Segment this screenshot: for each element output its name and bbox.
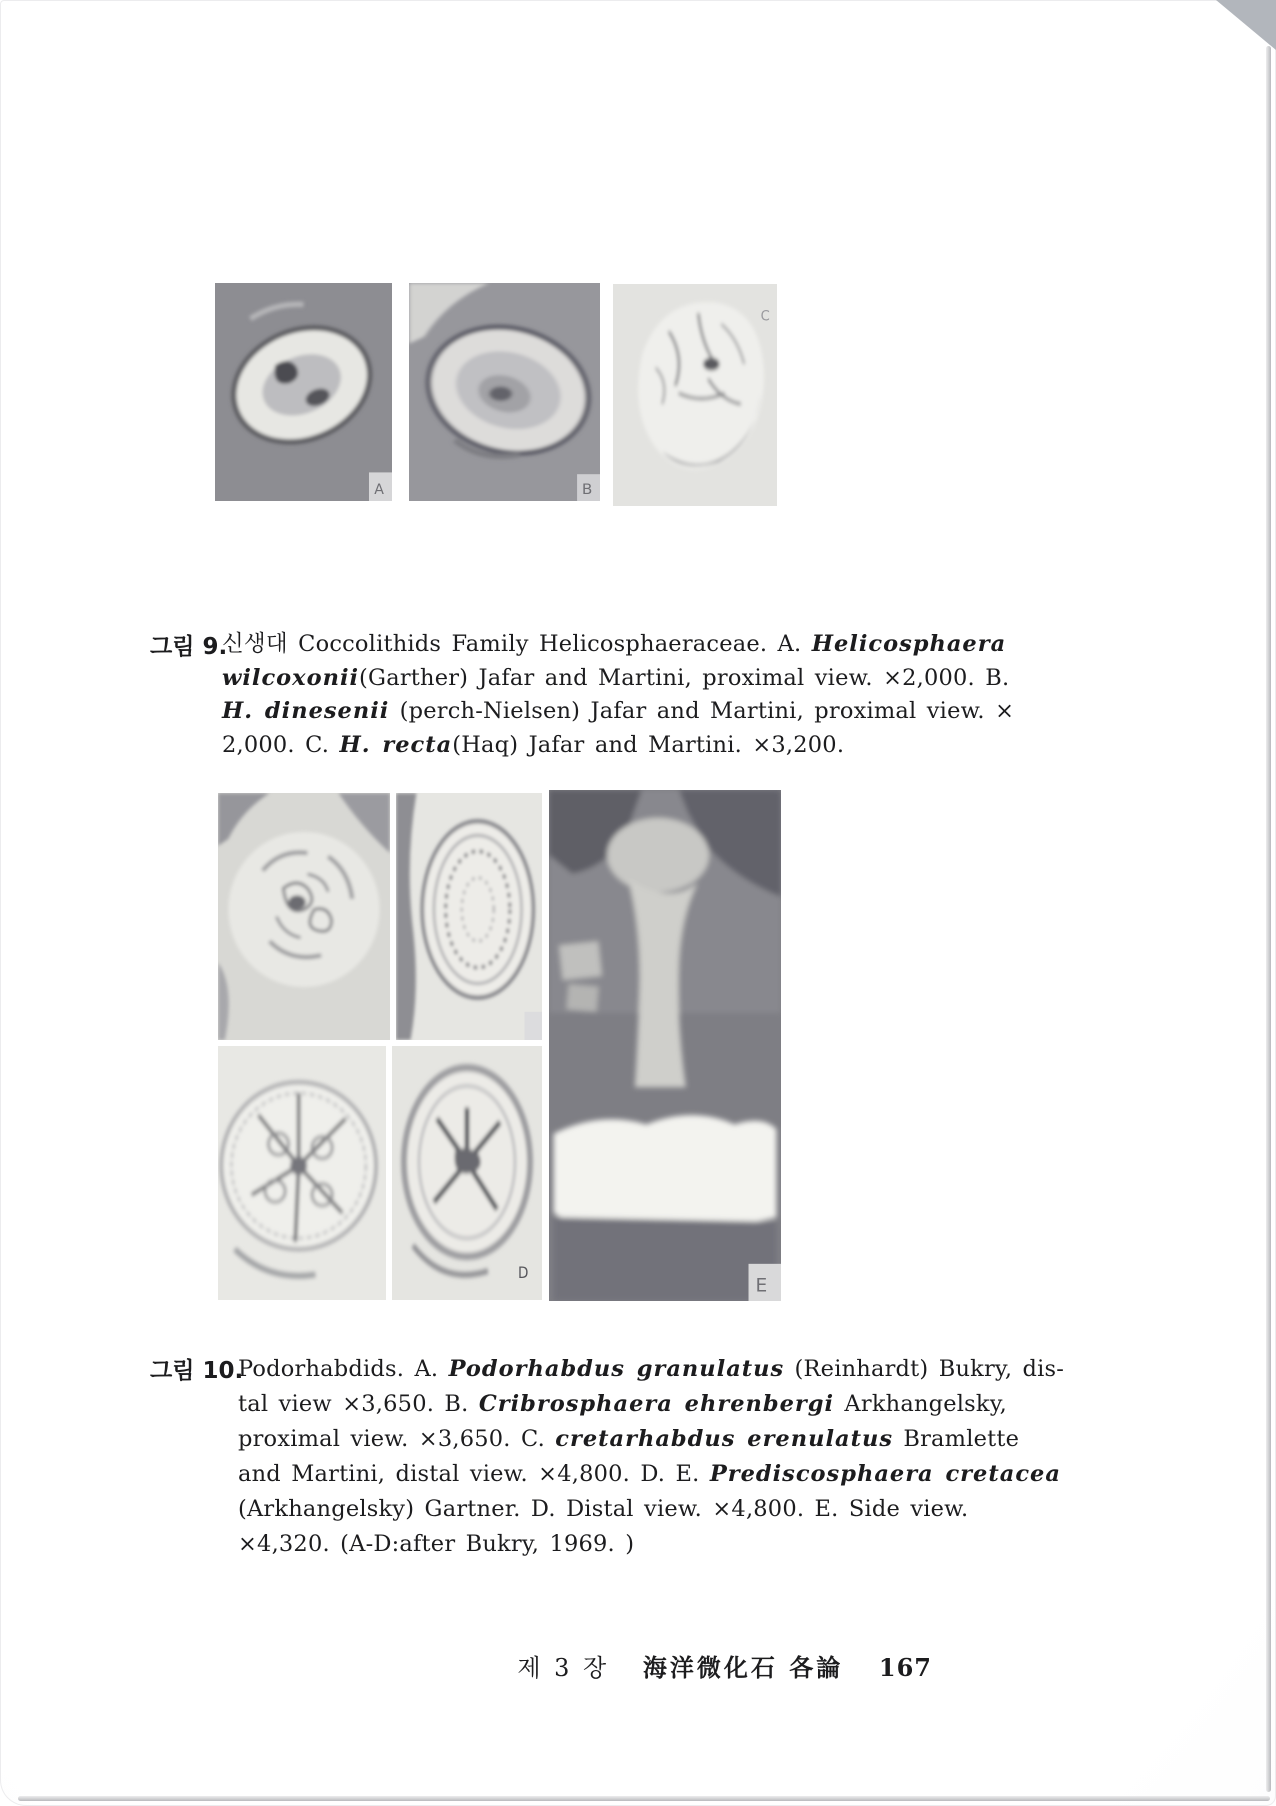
caption-line: 신생대 Coccolithids Family Helicosphaeraceae. A. Helicosphaera bbox=[222, 631, 1007, 657]
caption-line: and Martini, distal view. ×4,800. D. E. Prediscosphaera cretacea bbox=[238, 1461, 1061, 1487]
figure9-caption-label: 그림 9. bbox=[150, 634, 228, 660]
figure10-panel-a bbox=[218, 793, 390, 1040]
figure10-caption bbox=[150, 1352, 1065, 1562]
caption-line: ×4,320. (A-D:after Bukry, 1969. ) bbox=[238, 1531, 635, 1557]
chapter-label: 제 3 장 bbox=[517, 1654, 610, 1682]
sem-micrograph bbox=[409, 283, 600, 501]
figure9-panel-c bbox=[613, 284, 777, 506]
figure10-panel-e bbox=[549, 790, 781, 1301]
page-stack-edge-bottom bbox=[18, 1796, 1270, 1801]
caption-line: Podorhabdids. A. Podorhabdus granulatus (Reinhardt) Bukry, dis- bbox=[238, 1356, 1065, 1382]
figure10-caption-lines bbox=[238, 1352, 1064, 1562]
panel-letter: B bbox=[581, 481, 593, 498]
page-footer bbox=[0, 1648, 932, 1683]
caption-line: proximal view. ×3,650. C. cretarhabdus erenulatus Bramlette bbox=[238, 1426, 1020, 1452]
figure9-caption-lines bbox=[222, 628, 1014, 762]
panel-letter: D bbox=[518, 1262, 529, 1283]
panel-letter: A bbox=[374, 481, 384, 498]
figure9-panel-a bbox=[215, 283, 392, 501]
caption-line: (Arkhangelsky) Gartner. D. Distal view. ×4,800. E. Side view. bbox=[238, 1496, 969, 1522]
sem-micrograph bbox=[215, 283, 392, 501]
panel-letter: C bbox=[760, 307, 770, 325]
page-number: 167 bbox=[878, 1653, 932, 1682]
caption-line: 2,000. C. H. recta(Haq) Jafar and Martini. ×3,200. bbox=[222, 731, 845, 758]
panel-letter: E bbox=[755, 1275, 768, 1297]
caption-line: H. dinesenii (perch-Nielsen) Jafar and Martini, proximal view. × bbox=[222, 698, 1015, 724]
page-corner-fold bbox=[1216, 0, 1276, 50]
figure10-panel-c bbox=[218, 1046, 386, 1300]
figure10-caption-label: 그림 10. bbox=[150, 1358, 244, 1384]
sem-micrograph bbox=[549, 790, 781, 1301]
figure9-caption bbox=[150, 628, 1015, 762]
sem-micrograph bbox=[613, 284, 777, 506]
sem-micrograph bbox=[392, 1046, 542, 1300]
figure9-panel-b bbox=[409, 283, 600, 501]
figure10-panel-d bbox=[392, 1046, 542, 1300]
sem-micrograph bbox=[218, 1046, 386, 1300]
caption-line: tal view ×3,650. B. Cribrosphaera ehrenbergi Arkhangelsky, bbox=[238, 1391, 1008, 1417]
sem-micrograph bbox=[396, 793, 542, 1040]
page-stack-edge-right bbox=[1266, 46, 1271, 1792]
figure10-panel-b bbox=[396, 793, 542, 1040]
section-title: 海洋微化石 各論 bbox=[642, 1653, 844, 1682]
sem-micrograph bbox=[218, 793, 390, 1040]
caption-line: wilcoxonii(Garther) Jafar and Martini, proximal view. ×2,000. B. bbox=[222, 664, 1010, 691]
